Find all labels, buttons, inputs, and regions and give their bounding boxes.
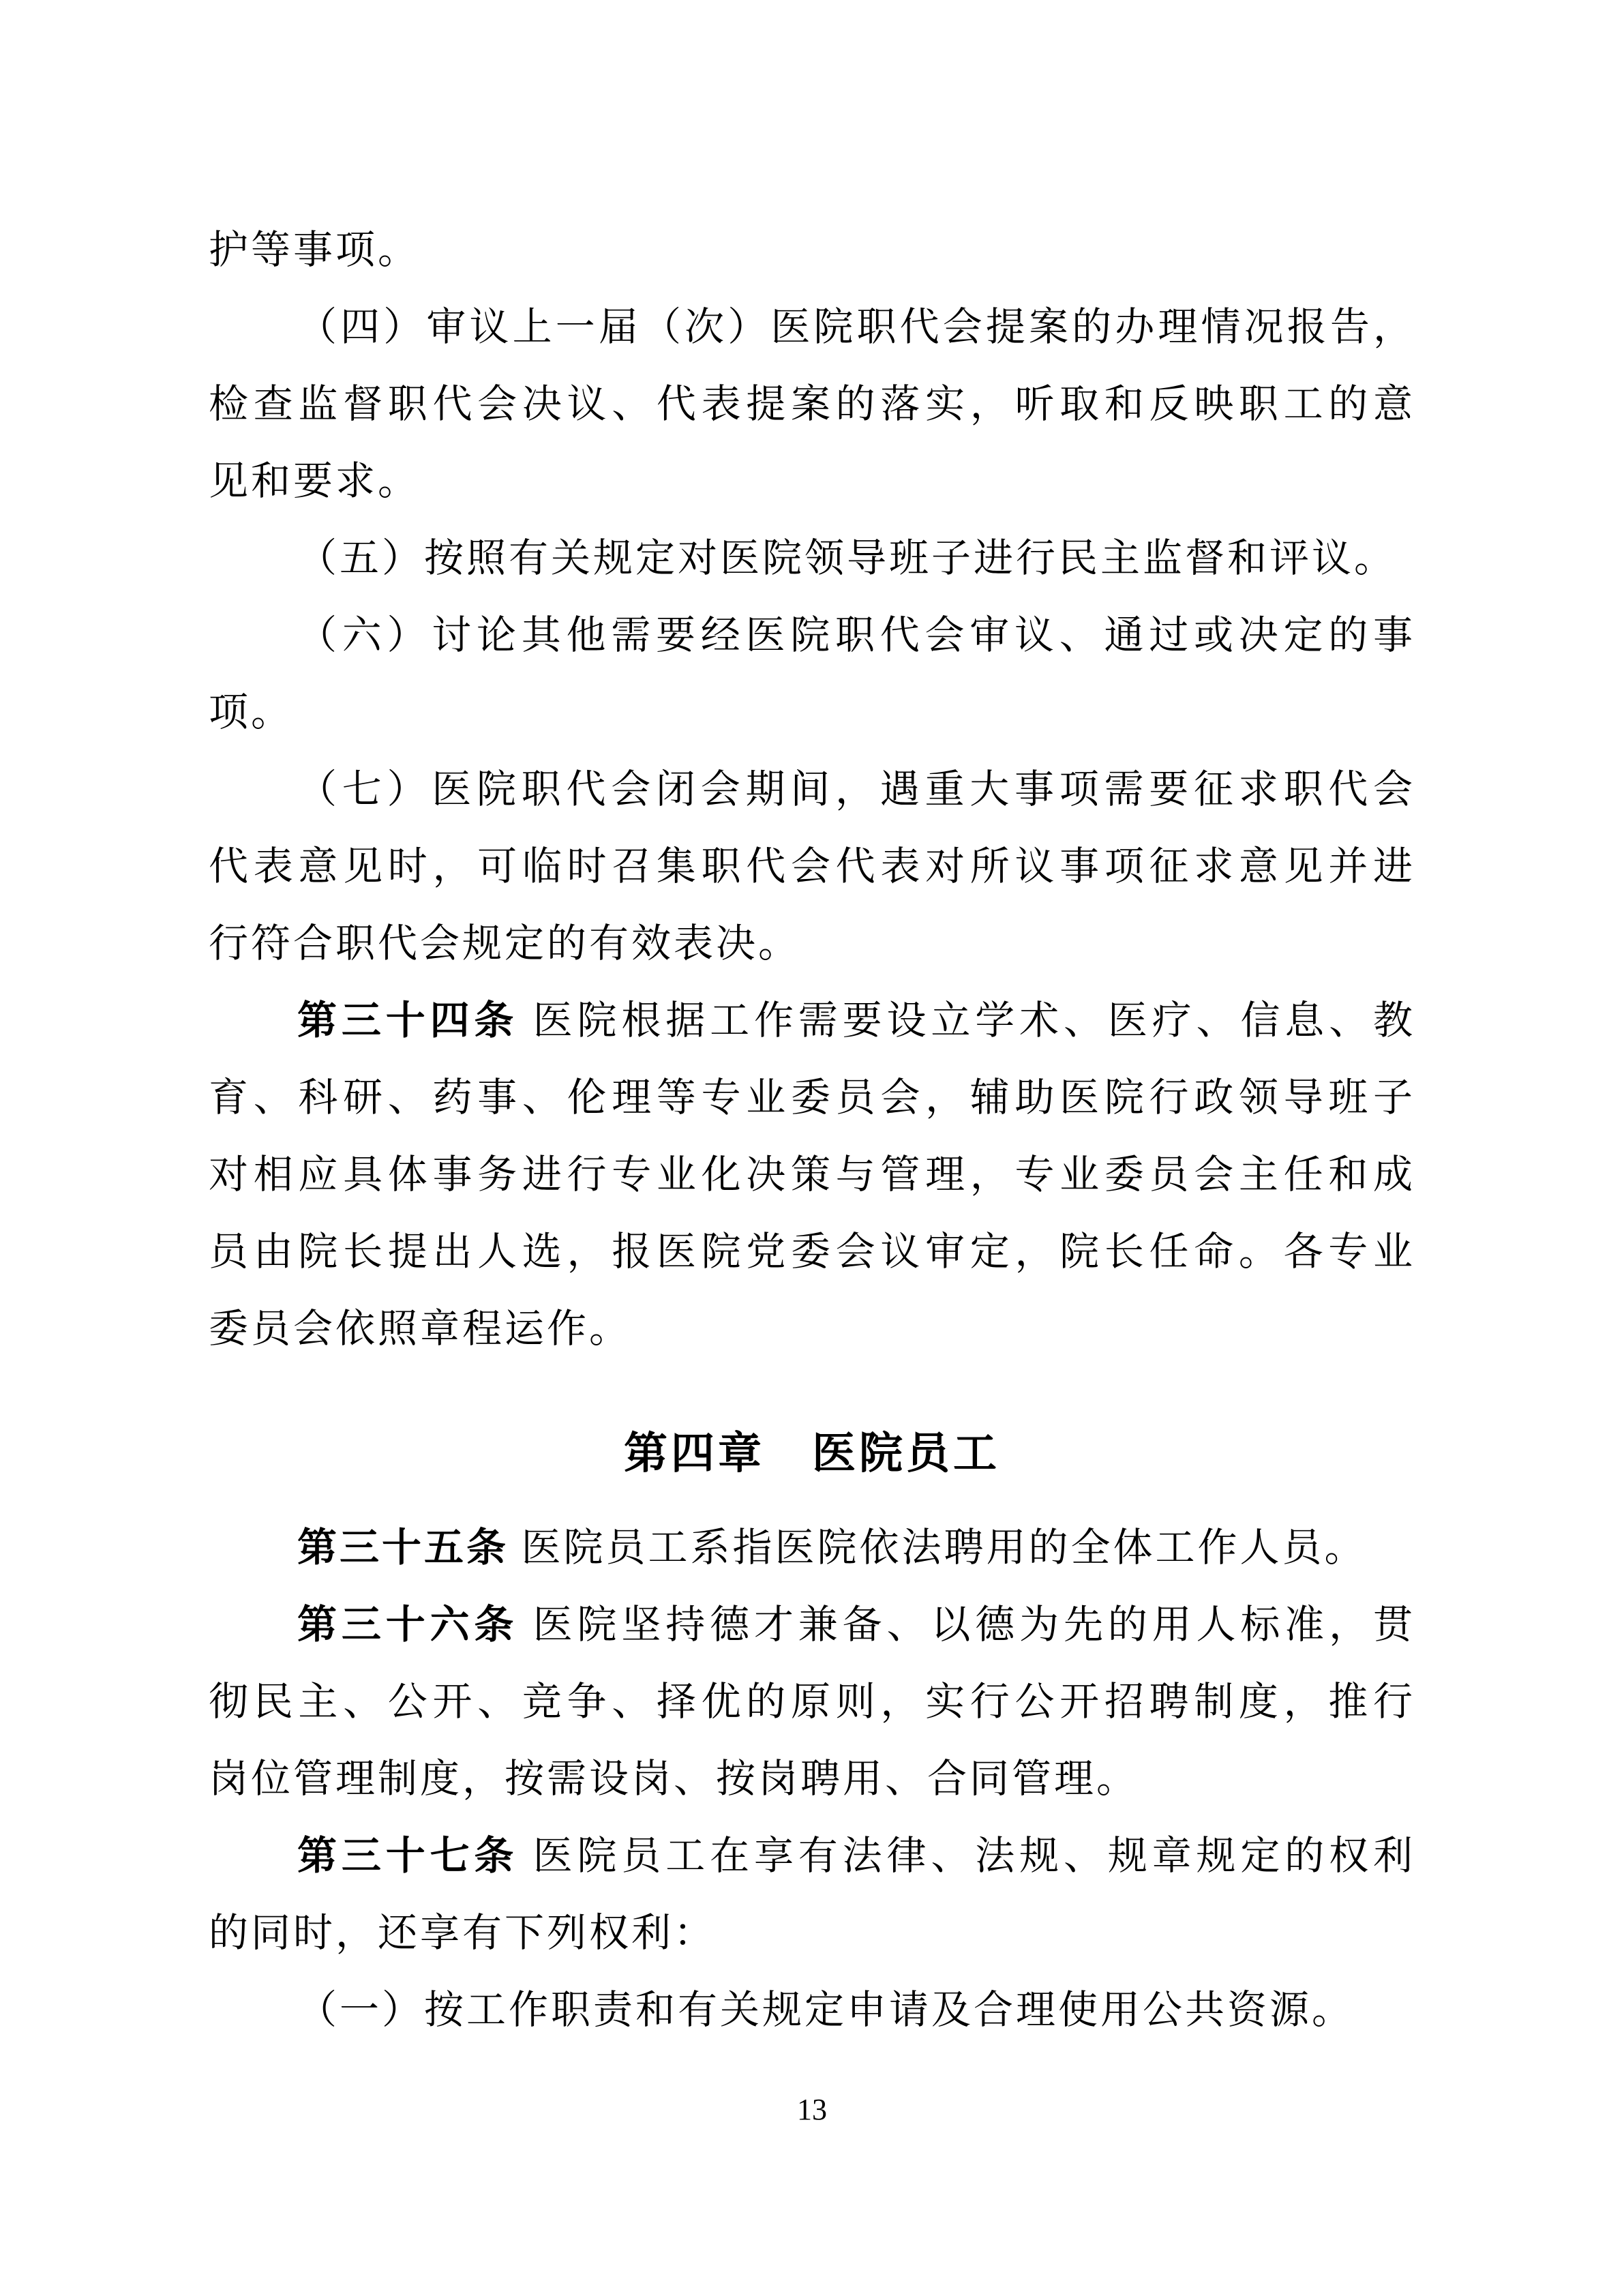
line-text: 医院根据工作需要设立学术、医疗、信息、教 [518, 998, 1415, 1043]
paragraph [209, 1509, 1415, 1586]
text-line [209, 1509, 1415, 1586]
text-line: （六）讨论其他需要经医院职代会审议、通过或决定的事 [297, 613, 1415, 657]
text-line: （一）按工作职责和有关规定申请及合理使用公共资源。 [297, 1988, 1355, 2032]
text-line: 行符合职代会规定的有效表决。 [209, 921, 801, 966]
paragraph [209, 982, 1415, 1367]
text-line [209, 982, 1415, 1059]
paragraph [209, 597, 1415, 751]
text-line [209, 1817, 1415, 1894]
text-line: 委员会依照章程运作。 [209, 1307, 632, 1351]
text-line: 护等事项。 [209, 228, 421, 272]
paragraph [209, 1586, 1415, 1817]
text-line: 彻民主、公开、竞争、择优的原则，实行公开招聘制度，推行 [209, 1680, 1415, 1724]
paragraph [209, 288, 1415, 520]
paragraph [209, 520, 1415, 597]
text-line: 检查监督职代会决议、代表提案的落实，听取和反映职工的意 [209, 382, 1415, 426]
line-text: 医院坚持德才兼备、以德为先的用人标准，贯 [518, 1602, 1415, 1647]
text-line: （五）按照有关规定对医院领导班子进行民主监督和评议。 [297, 536, 1397, 580]
text-line: 的同时，还享有下列权利： [209, 1911, 717, 1955]
paragraph [209, 751, 1415, 982]
page-number: 13 [797, 2093, 827, 2126]
paragraph [209, 1817, 1415, 1971]
chapter-heading: 第四章 医院员工 [624, 1429, 1000, 1478]
text-line [209, 1586, 1415, 1663]
text-line: （七）医院职代会闭会期间，遇重大事项需要征求职代会 [297, 767, 1415, 811]
article-number-label: 第三十七条 [297, 1834, 519, 1878]
line-text: 医院员工在享有法律、法规、规章规定的权利 [518, 1834, 1415, 1878]
article-number-label: 第三十四条 [297, 998, 519, 1043]
document-content [209, 211, 1415, 2048]
text-line: 对相应具体事务进行专业化决策与管理，专业委员会主任和成 [209, 1152, 1415, 1197]
text-line: 育、科研、药事、伦理等专业委员会，辅助医院行政领导班子 [209, 1075, 1415, 1120]
text-line: 代表意见时，可临时召集职代会代表对所议事项征求意见并进 [209, 844, 1415, 889]
paragraph [209, 1971, 1415, 2048]
article-number-label: 第三十五条 [297, 1525, 509, 1570]
text-line: 岗位管理制度，按需设岗、按岗聘用、合同管理。 [209, 1757, 1139, 1801]
text-line: 项。 [209, 690, 294, 734]
paragraph [209, 211, 1415, 288]
text-line: 见和要求。 [209, 459, 421, 503]
text-line: 员由院长提出人选，报医院党委会议审定，院长任命。各专业 [209, 1229, 1415, 1274]
article-number-label: 第三十六条 [297, 1602, 519, 1647]
text-line: （四）审议上一届（次）医院职代会提案的办理情况报告， [297, 305, 1415, 349]
line-text: 医院员工系指医院依法聘用的全体工作人员。 [509, 1525, 1367, 1570]
